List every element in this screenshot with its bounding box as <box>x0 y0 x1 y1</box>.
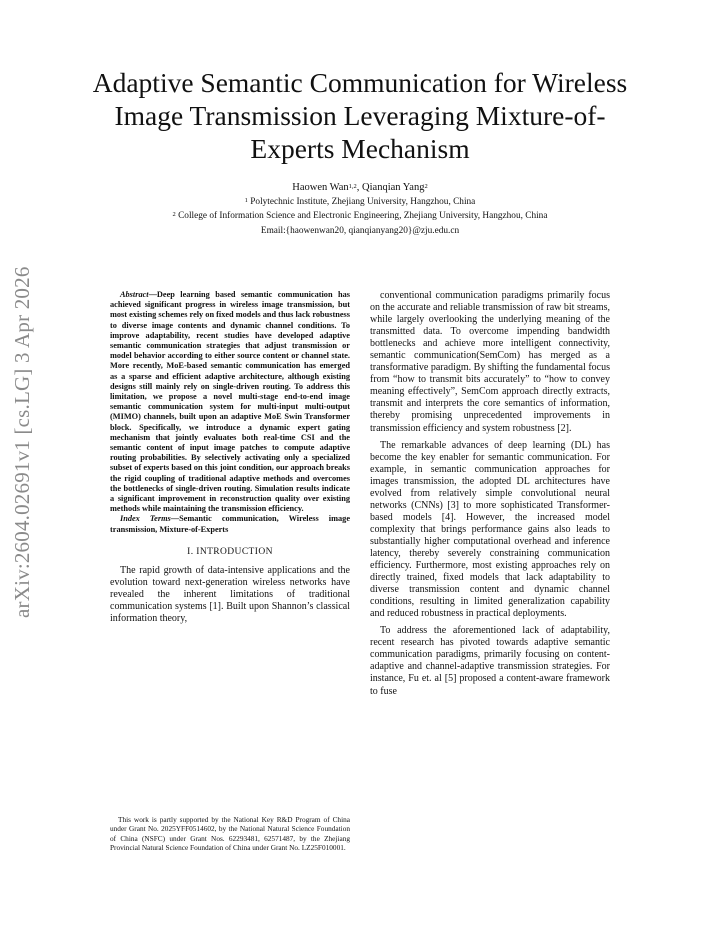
section-heading: I. INTRODUCTION <box>187 546 273 557</box>
funding-footnote: This work is partly supported by the National Key R&D Program of China under Grant No. 2025YFF0514602, by the National Natural Science Foundation of China (NSFC) under Grant Nos. 62293481, 62571487, by the Zhejiang Provincial Natural Science Foundation of China under Grant No. LZ25F010001. <box>110 815 350 852</box>
author-name: Haowen Wan <box>292 182 349 193</box>
abstract-text: —Deep learning based semantic communication has achieved significant progress in wireless image transmission, but most existing schemes rely on fixed models and thus lack robustness to diverse image contents and dynamic channel conditions. To improve adaptability, recent studies have developed adaptive semantic communication strategies that adjust transmission or model behavior according to either source content or channel state. More recently, MoE-based semantic communication has emerged as a sparse and efficient adaptive architecture, although existing designs still mainly rely on single-driven routing. To address this limitation, we propose a novel multi-stage end-to-end image semantic communication system for multi-input multi-output (MIMO) channels, built upon an adaptive MoE Swin Transformer block. Specifically, we introduce a dynamic expert gating mechanism that jointly evaluates both real-time CSI and the semantic content of input image patches to compute adaptive routing probabilities. By selectively activating only a specialized subset of experts based on this joint condition, our approach breaks the rigid coupling of traditional adaptive methods and overcomes the bottlenecks of single-driven routing. Simulation results indicate a significant improvement in reconstruction quality over existing methods while maintaining the transmission efficiency. <box>110 290 350 514</box>
affiliation-text: Polytechnic Institute, Zhejiang University, Hangzhou, China <box>247 197 476 207</box>
right-column <box>370 290 610 703</box>
abstract <box>110 290 350 514</box>
index-terms <box>110 514 350 534</box>
index-terms-label: Index Terms <box>120 514 171 524</box>
body-paragraph: The remarkable advances of deep learning (DL) has become the key enabler for semantic communication. For example, in semantic communication approaches for images transmission, the adopted DL architectures have evolved from relatively simple convolutional neural networks (CNNs) [3] to more sophisticated Transformer-based models [4]. However, the increased model complexity that brings performance gains also leads to substantially higher computational overhead and inference latency, thereby severely constraining communication efficiency. Furthermore, most existing approaches rely on directly trained, fixed models that lack adaptability to diverse transmission content and dynamic channel conditions, resulting in limited generalization capability and reduced robustness in practical deployments. <box>370 439 610 620</box>
intro-paragraph: The rapid growth of data-intensive applications and the evolution toward next-generation wireless networks have revealed the inherent limitations of traditional communication systems [1]. Built upon Shannon’s classical information theory, <box>110 564 350 625</box>
author-line <box>80 181 640 194</box>
author-name: Qianqian Yang <box>362 182 425 193</box>
paper-title: Adaptive Semantic Communication for Wireless Image Transmission Leveraging Mixture-of-Experts Mechanism <box>92 67 628 164</box>
affiliation-mark: 2 <box>172 211 176 218</box>
affiliation-mark: 1 <box>244 197 248 204</box>
affiliation-1 <box>60 196 660 208</box>
body-paragraph: conventional communication paradigms primarily focus on the accurate and reliable transmission of raw bit streams, while largely overlooking the underlying meaning of the transmitted data. To overcome impending bandwidth bottlenecks and achieve more intelligent connectivity, semantic communication(SemCom) has merged as a transformative paradigm. By shifting the fundamental focus from “how to transmit bits accurately” to “how to convey meaning effectively”, SemCom approach directly extracts, transmit and interprets the core semantics of information, thereby promising unprecedented improvements in transmission efficiency and system robustness [2]. <box>370 290 610 434</box>
author-separator: , <box>356 182 363 193</box>
author-affiliation-mark: 2 <box>424 183 428 190</box>
affiliation-text: College of Information Science and Electronic Engineering, Zhejiang University, Hangzhou, China <box>175 211 548 221</box>
abstract-label: Abstract <box>120 290 149 299</box>
arxiv-identifier: arXiv:2604.02691v1 [cs.LG] 3 Apr 2026 <box>10 266 34 618</box>
left-column <box>110 290 350 625</box>
body-paragraph: To address the aforementioned lack of adaptability, recent research has pivoted towards adaptive semantic communication paradigms, primarily focusing on content-adaptive and channel-adaptive transmission strategies. For instance, Fu et. al [5] proposed a content-aware framework to fuse <box>370 625 610 697</box>
author-affiliation-mark: 1,2 <box>348 183 357 190</box>
affiliation-2 <box>60 210 660 222</box>
index-terms-text: —Semantic communication, Wireless image transmission, Mixture-of-Experts <box>110 514 350 534</box>
author-email: Email:{haowenwan20, qianqianyang20}@zju.edu.cn <box>260 226 460 236</box>
